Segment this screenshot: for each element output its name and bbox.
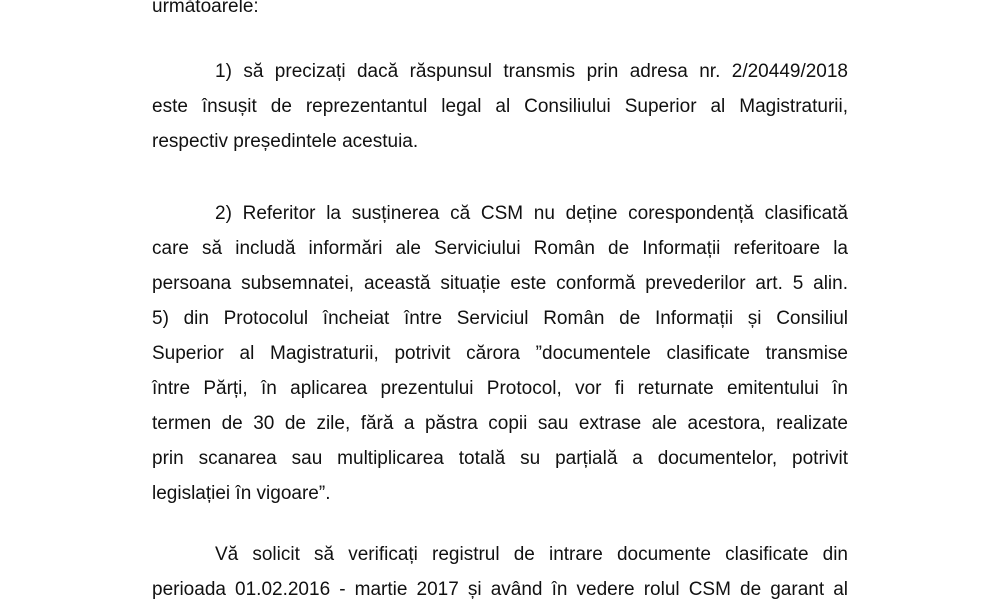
intro-text-tail: următoarele:: [152, 0, 259, 17]
paragraph-line: persoana subsemnatei, această situație este conformă prevederilor art. 5 alin.: [152, 273, 848, 294]
paragraph-line: este însușit de reprezentantul legal al Consiliului Superior al Magistraturii,: [152, 96, 848, 117]
paragraph-line: perioada 01.02.2016 - martie 2017 și având în vedere rolul CSM de garant al: [152, 579, 848, 600]
paragraph-line: Vă solicit să verificați registrul de intrare documente clasificate din: [215, 544, 848, 565]
paragraph-line: 2) Referitor la susținerea că CSM nu deține corespondență clasificată: [215, 203, 848, 224]
paragraph-line: termen de 30 de zile, fără a păstra copii sau extrase ale acestora, realizate: [152, 413, 848, 434]
paragraph-line: care să includă informări ale Serviciului Român de Informații referitoare la: [152, 238, 848, 259]
paragraph-line: Superior al Magistraturii, potrivit cărora ”documentele clasificate transmise: [152, 343, 848, 364]
paragraph-line: între Părți, în aplicarea prezentului Protocol, vor fi returnate emitentului în: [152, 378, 848, 399]
paragraph-line: prin scanarea sau multiplicarea totală su parțială a documentelor, potrivit: [152, 448, 848, 469]
paragraph-line: respectiv președintele acestuia.: [152, 131, 419, 152]
paragraph-line: 1) să precizați dacă răspunsul transmis prin adresa nr. 2/20449/2018: [215, 61, 848, 82]
paragraph-line: legislației în vigoare”.: [152, 483, 331, 504]
paragraph-line: 5) din Protocolul încheiat între Serviciul Român de Informații și Consiliul: [152, 308, 848, 329]
